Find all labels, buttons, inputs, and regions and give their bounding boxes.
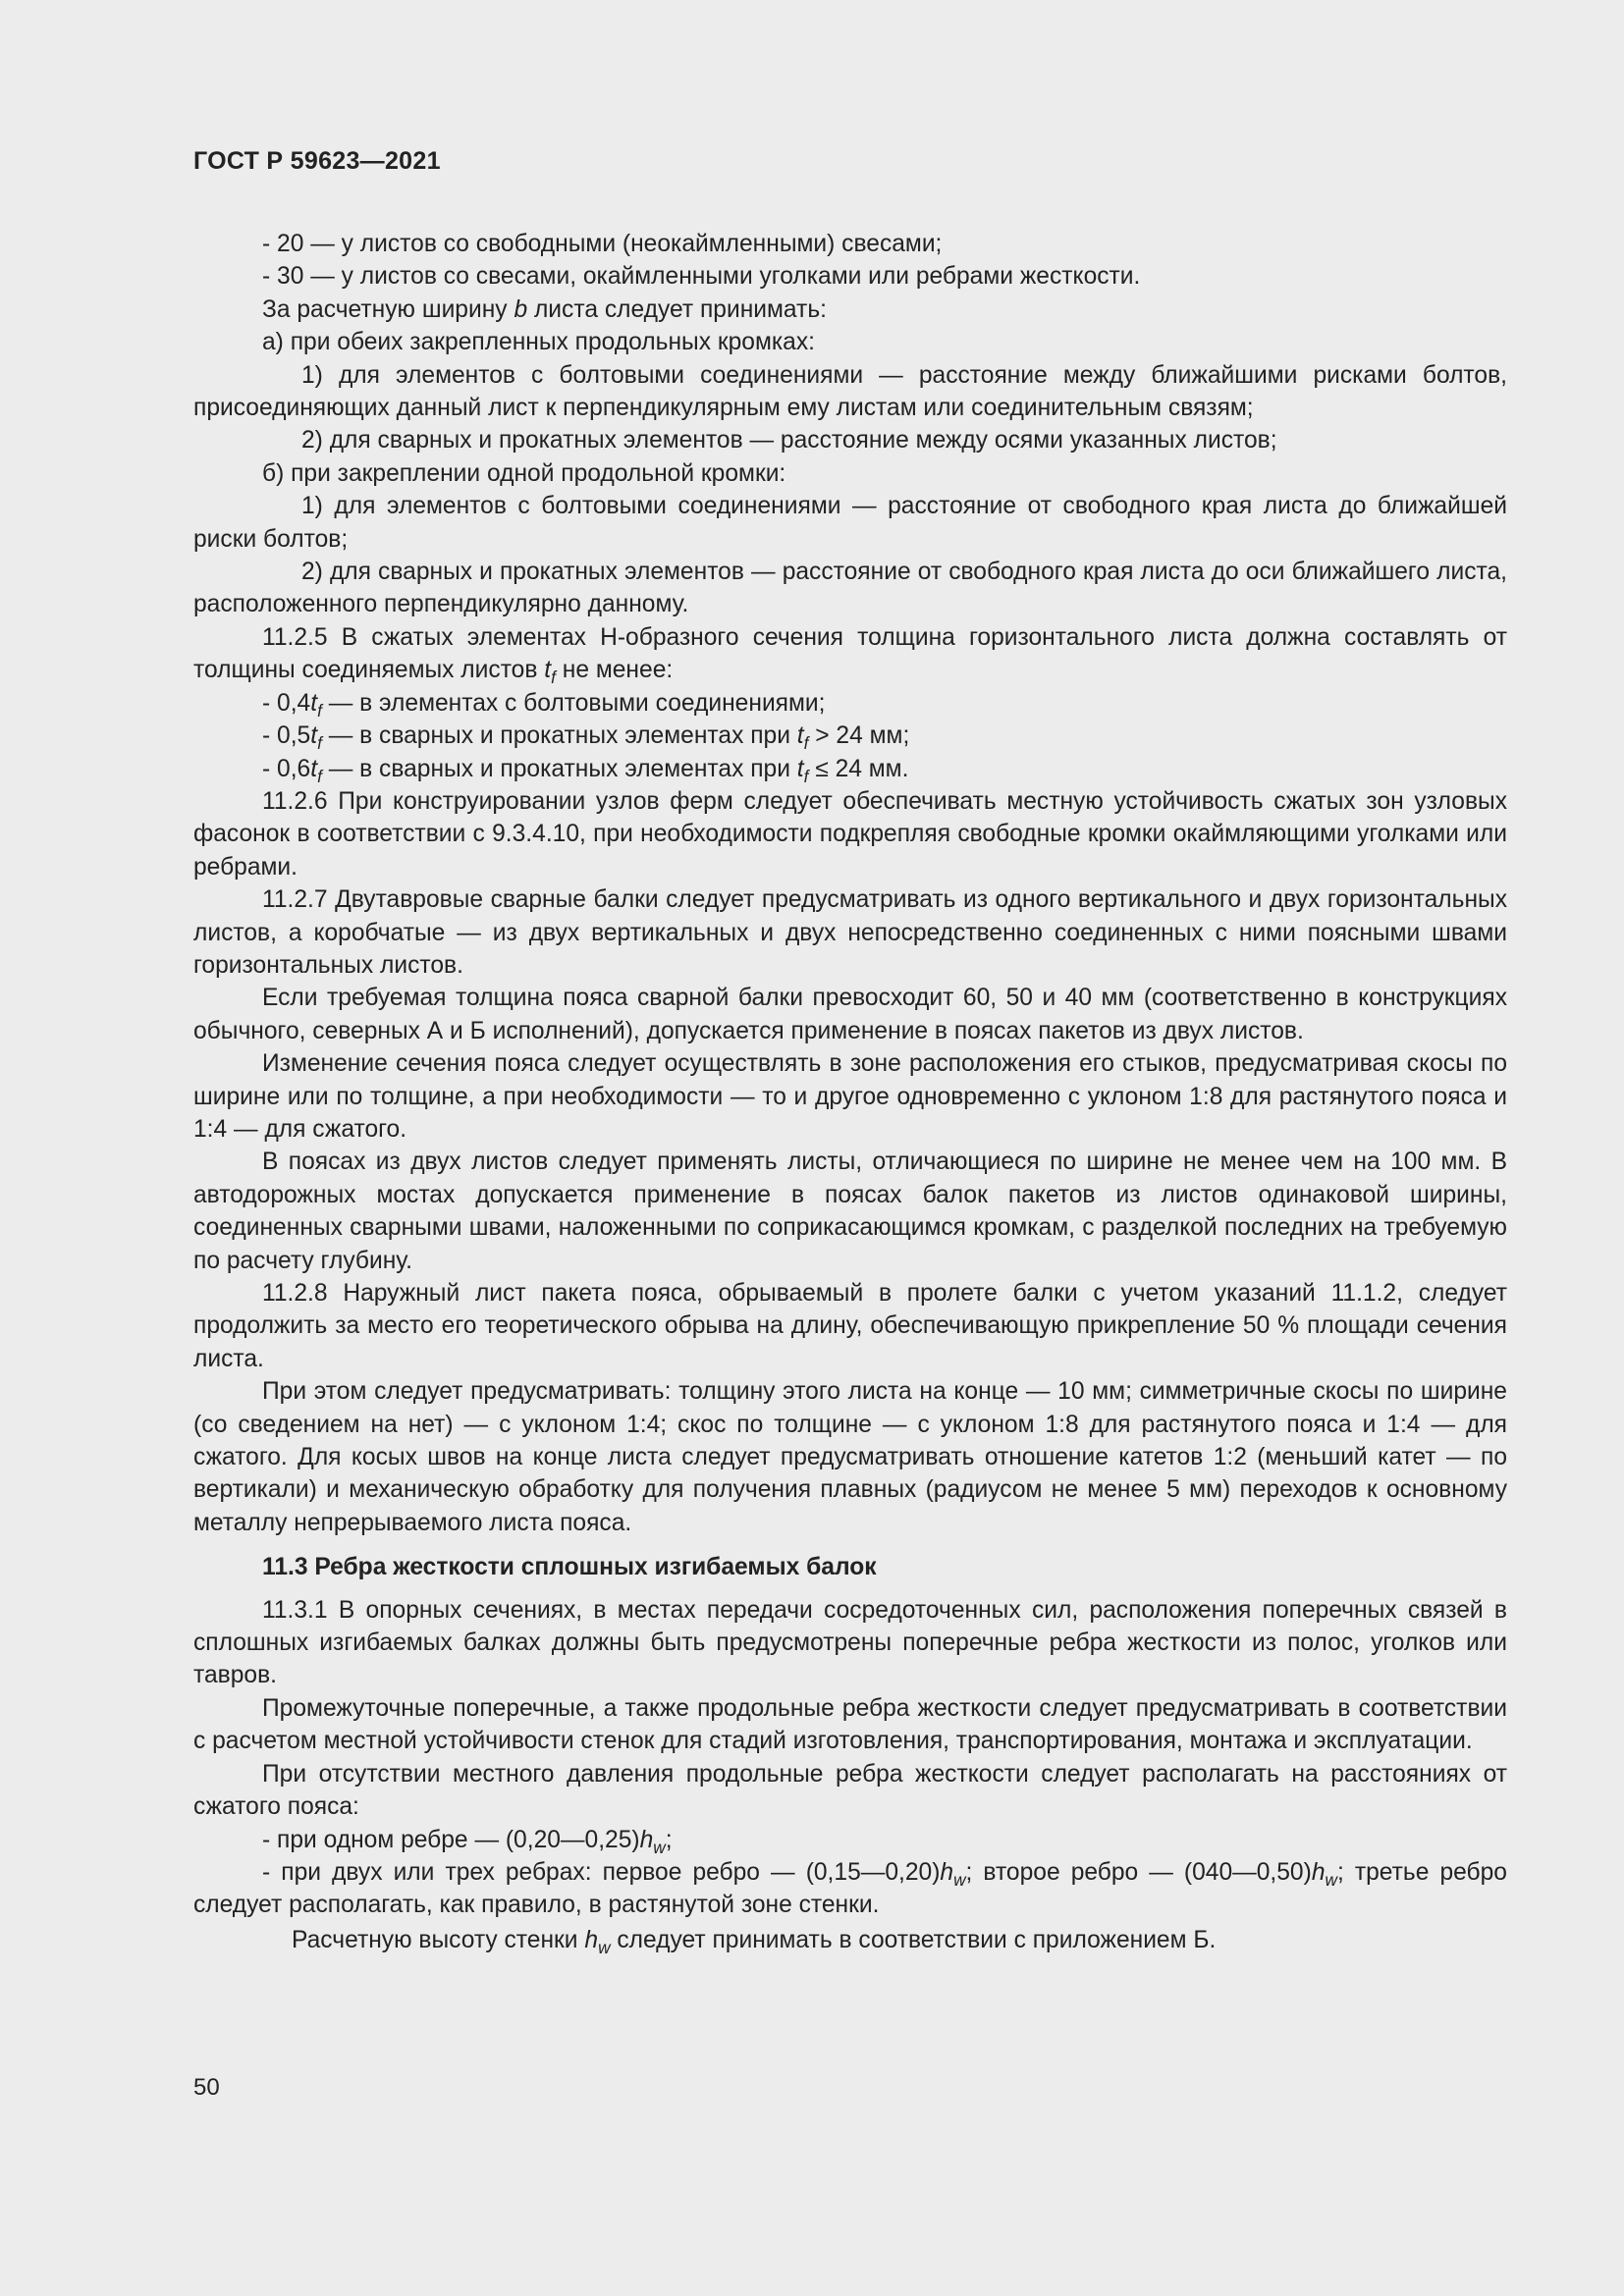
paragraph-11-2-5: 11.2.5 В сжатых элементах Н-образного сечения толщина горизонтального листа должна составлять от толщины соединяемых листов $t_f$ не менее: (193, 623, 1507, 688)
paragraph: При отсутствии местного давления продольные ребра жесткости следует располагать на расстояниях от сжатого пояса: (193, 1760, 1507, 1821)
list-item: - 30 — у листов со свесами, окаймленными уголками или ребрами жесткости. (262, 263, 1141, 291)
list-item: - $0,4t_f$ — в элементах с болтовыми соединениями; (262, 689, 826, 721)
list-item: а) при обеих закрепленных продольных кромках: (262, 329, 815, 356)
paragraph: Расчетную высоту стенки $h_w$ следует принимать в соответствии с приложением Б. (292, 1926, 1217, 1957)
list-item: 1) для элементов с болтовыми соединениями — расстояние между ближайшими рисками болтов, присоединяющих данный лист к перпендикулярным ему листам или соединительным связям; (193, 361, 1507, 422)
section-heading: 11.3 Ребра жесткости сплошных изгибаемых балок (262, 1554, 877, 1581)
paragraph: При этом следует предусматривать: толщину этого листа на конце — 10 мм; симметричные скосы по ширине (со сведением на нет) — с уклоном 1:4; скос по толщине — с уклоном 1:8 для растянутого пояса и 1:4 — для сжатого. Для косых швов на конце листа следует предусматривать отношение катетов 1:2 (меньший катет — по вертикали) и механическую обработку для получения плавных (радиусом не менее 5 мм) переходов к основному металлу непрерываемого листа пояса. (193, 1378, 1507, 1536)
paragraph: За расчетную ширину b листа следует принимать: (262, 295, 827, 323)
paragraph-11-3-1: 11.3.1 В опорных сечениях, в местах передачи сосредоточенных сил, расположения поперечных связей в сплошных изгибаемых балках должны быть предусмотрены поперечные ребра жесткости из полос, уголков или тавров. (193, 1596, 1507, 1689)
document-body (193, 228, 1507, 1956)
list-item: - при двух или трех ребрах: первое ребро — $(0,15—0,20)h_w$; второе ребро — $(040—0,50)h_w$; третье ребро следует располагать, как правило, в растянутой зоне стенки. (193, 1858, 1507, 1919)
paragraph: Если требуемая толщина пояса сварной балки превосходит 60, 50 и 40 мм (соответственно в конструкциях обычного, северных А и Б исполнений), допускается применение в поясах пакетов из двух листов. (193, 985, 1507, 1044)
paragraph: Промежуточные поперечные, а также продольные ребра жесткости следует предусматривать в соответствии с расчетом местной устойчивости стенок для стадий изготовления, транспортирования, монтажа и эксплуатации. (193, 1694, 1507, 1755)
paragraph: Изменение сечения пояса следует осуществлять в зоне расположения его стыков, предусматривая скосы по ширине или по толщине, а при необходимости — то и другое одновременно с уклоном 1:8 для растянутого пояса и 1:4 — для сжатого. (193, 1050, 1507, 1143)
list-item: - 20 — у листов со свободными (неокаймленными) свесами; (262, 231, 943, 257)
list-item: 1) для элементов с болтовыми соединениями — расстояние от свободного края листа до ближайшей риски болтов; (193, 493, 1507, 553)
paragraph-11-2-7: 11.2.7 Двутавровые сварные балки следует предусматривать из одного вертикального и двух горизонтальных листов, а коробчатые — из двух вертикальных и двух непосредственно соединенных с ними поясными швами горизонтальных листов. (193, 886, 1507, 979)
list-item: 2) для сварных и прокатных элементов — расстояние от свободного края листа до оси ближайшего листа, расположенного перпендикулярно данному. (193, 559, 1507, 618)
list-item: б) при закреплении одной продольной кромки: (262, 459, 786, 487)
paragraph-11-2-6: 11.2.6 При конструировании узлов ферм следует обеспечивать местную устойчивость сжатых зон узловых фасонок в соответствии с 9.3.4.10, при необходимости подкрепляя свободные кромки окаймляющими уголками или ребрами. (193, 787, 1507, 881)
list-item: - $0,5t_f$ — в сварных и прокатных элементах при $t_f > 24$ мм; (262, 722, 910, 753)
paragraph-11-2-8: 11.2.8 Наружный лист пакета пояса, обрываемый в пролете балки с учетом указаний 11.1.2, следует продолжить за место его теоретического обрыва на длину, обеспечивающую прикрепление 50 % площади сечения листа. (193, 1280, 1507, 1372)
document-header: ГОСТ Р 59623—2021 (193, 147, 441, 175)
list-item: - при одном ребре — $(0,20—0,25)h_w$; (262, 1826, 673, 1857)
list-item: 2) для сварных и прокатных элементов — расстояние между осями указанных листов; (301, 427, 1277, 454)
page-number: 50 (193, 2074, 220, 2101)
paragraph: В поясах из двух листов следует применять листы, отличающиеся по ширине не менее чем на 100 мм. В автодорожных мостах допускается применение в поясах балок пакетов из листов одинаковой ширины, соединенных сварными швами, наложенными по соприкасающимся кромкам, с разделкой последних на требуемую по расчету глубину. (193, 1148, 1507, 1274)
list-item: - $0,6t_f$ — в сварных и прокатных элементах при $t_f \le 24$ мм. (262, 755, 909, 786)
